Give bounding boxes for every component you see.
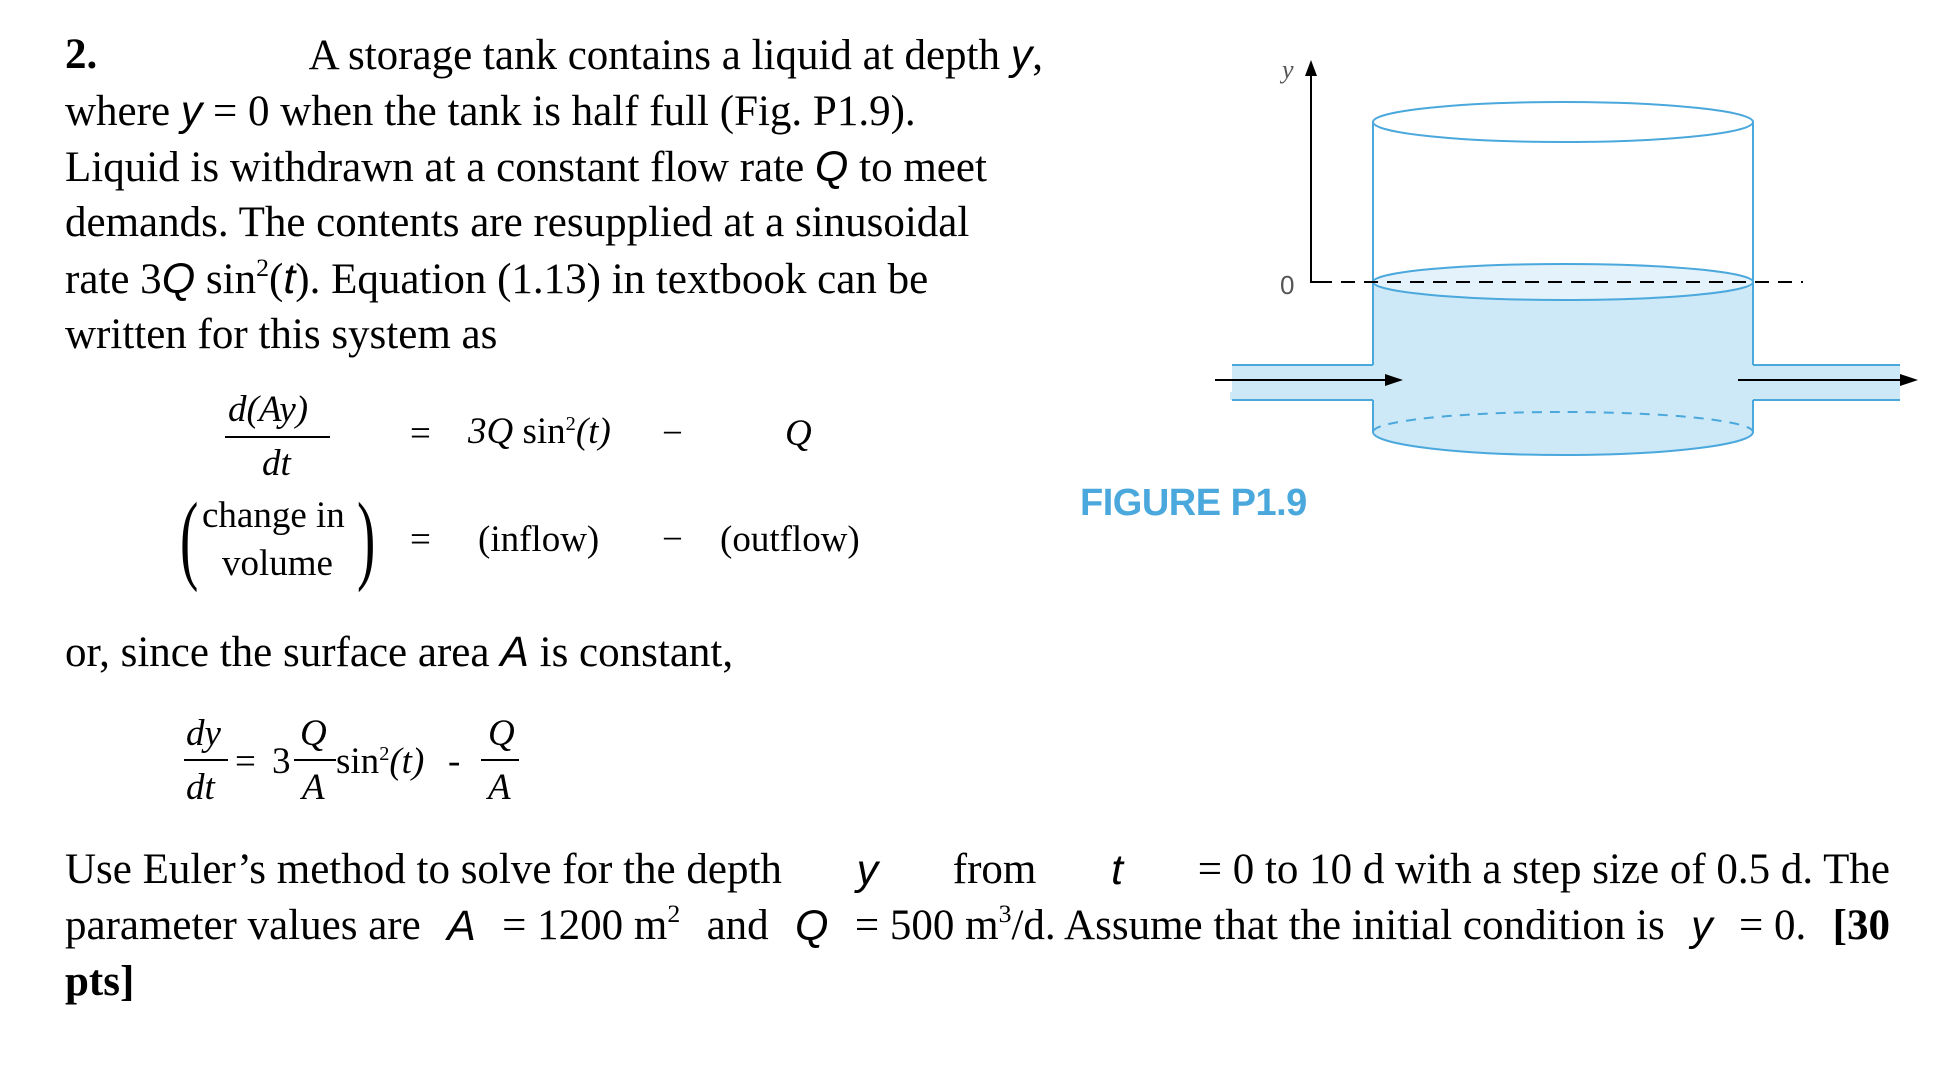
eq3-lhs-numerator: dy <box>186 713 221 754</box>
axis-zero-label: 0 <box>1280 270 1295 300</box>
eq1-inflow-term: 3Q $\sin^2(t)$ <box>468 411 611 452</box>
final-line-2: parameter values are A = 1200 $m^2$ and Q = 500 $m^3/d$. Assume that the initial condition is y = 0. [30 <box>65 899 1890 950</box>
eq2-lhs-line1: change in <box>202 495 345 536</box>
middle-text: or, since the surface area A is constant, <box>65 628 734 676</box>
axis-y-label: y <box>1282 55 1294 84</box>
eq3-frac2-numerator: Q <box>488 713 515 754</box>
y-axis <box>1311 72 1318 282</box>
problem-line-1: 2. A storage tank contains a liquid at depth y, <box>65 27 1043 84</box>
y-axis-arrowhead <box>1305 60 1317 76</box>
figure-label: FIGURE P1.9 <box>1080 482 1307 524</box>
problem-line-3: Liquid is withdrawn at a constant flow rate Q to meet <box>65 143 987 191</box>
eq1-lhs-numerator: d(Ay) <box>228 389 309 430</box>
eq2-minus: − <box>662 519 683 560</box>
inlet-pipe <box>1232 365 1373 400</box>
problem-line-6: written for this system as <box>65 311 498 358</box>
eq2-equals: = <box>410 519 431 560</box>
problem-number: 2. <box>65 31 98 78</box>
problem-line-2: where y = 0 when the tank is half full (Fig. P1.9). <box>65 87 916 135</box>
eq2-inflow: (inflow) <box>478 519 600 560</box>
eq2-left-paren: ( <box>180 482 199 593</box>
final-line-3: pts] <box>65 958 135 1005</box>
eq1-lhs-denominator: dt <box>262 443 291 484</box>
eq3-frac2-denominator: A <box>488 767 511 808</box>
eq3-frac-numerator: Q <box>300 713 327 754</box>
eq3-frac-denominator: A <box>302 767 325 808</box>
eq3-minus: - <box>448 741 461 782</box>
final-line-1: Use Euler’s method to solve for the depth y from t = 0 to 10 d with a step size of 0.5 d. The <box>65 846 1890 894</box>
eq3-equals: = <box>235 741 256 782</box>
eq3-sin-term: $\sin^2(t)$ <box>336 741 425 782</box>
eq1-outflow-term: Q <box>785 413 812 454</box>
eq2-outflow: (outflow) <box>720 519 860 560</box>
eq1-minus: − <box>662 413 683 454</box>
eq3-coefficient: 3 <box>272 741 291 782</box>
eq2-right-paren: ) <box>357 482 376 593</box>
problem-line-5: rate 3Q $\sin^2(t)$. Equation (1.13) in textbook can be <box>65 253 929 303</box>
eq2-lhs-line2: volume <box>222 543 333 584</box>
tank-top-rim <box>1373 102 1753 142</box>
problem-line-4: demands. The contents are resupplied at a sinusoidal <box>65 199 970 246</box>
eq1-equals: = <box>410 413 431 454</box>
eq3-lhs-denominator: dt <box>186 767 215 808</box>
